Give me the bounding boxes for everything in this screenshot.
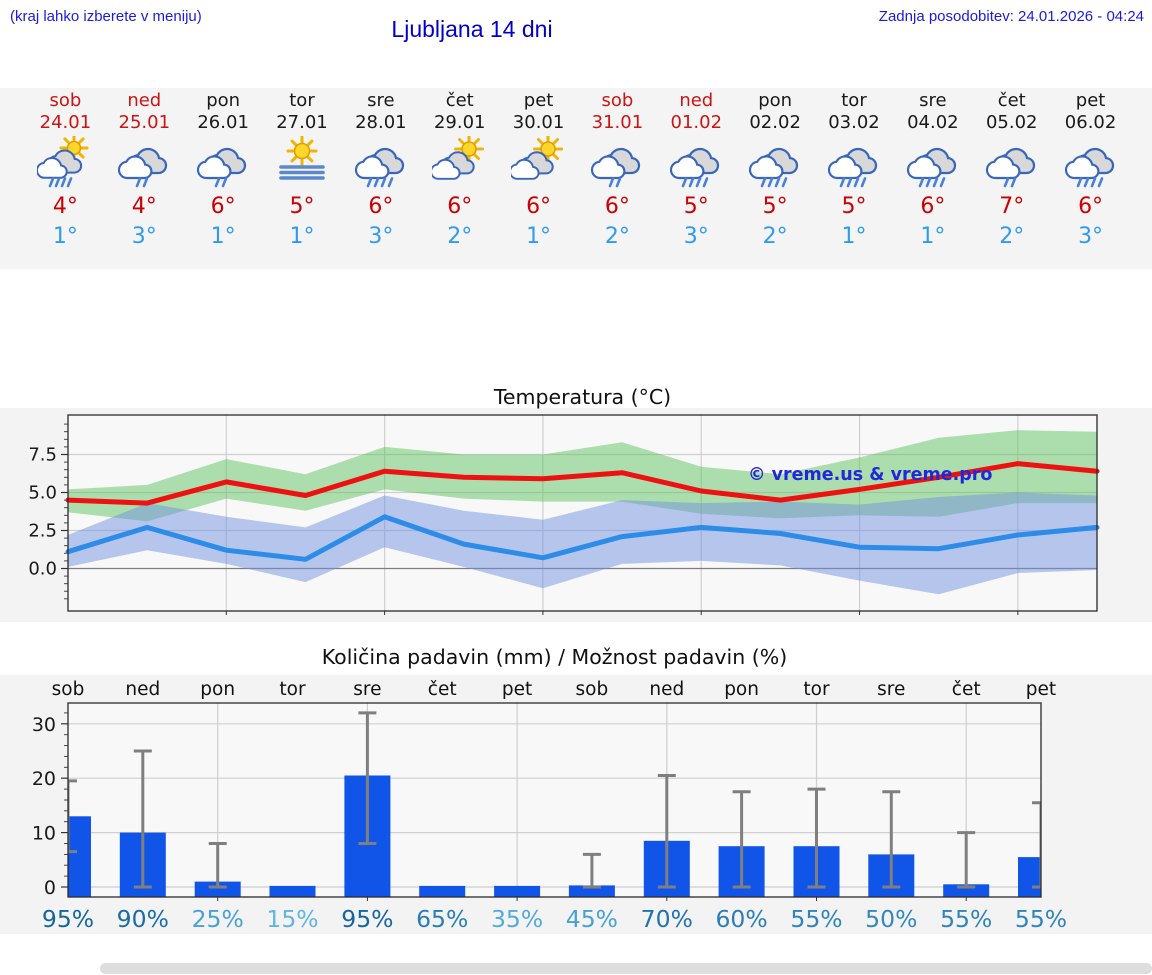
weather-cloud-rain-icon (905, 136, 961, 188)
day-date: 25.01 (118, 112, 171, 133)
day-date: 02.02 (749, 112, 801, 133)
chart-day-label: ned (125, 679, 161, 700)
weather-cloud-rain-light-icon (984, 136, 1040, 188)
day-date: 28.01 (355, 112, 407, 133)
max-temperature: 5° (289, 194, 315, 219)
watermark: © vreme.us & vreme.pro (748, 465, 993, 485)
chart-day-label: pon (200, 679, 236, 700)
min-temperature: 3° (131, 224, 157, 249)
max-temperature: 5° (683, 194, 709, 219)
weather-sun-cloud-rain-icon (37, 136, 93, 188)
day-column (341, 88, 420, 268)
weather-sun-cloud-icon (511, 136, 567, 188)
precip-bar (270, 886, 316, 897)
chart-day-label: sre (353, 679, 382, 700)
day-date: 26.01 (197, 112, 249, 133)
max-temperature: 6° (920, 194, 946, 219)
precip-probability: 55% (940, 905, 993, 933)
day-date: 01.02 (670, 112, 723, 133)
day-date: 27.01 (276, 112, 328, 133)
chart-day-label: tor (279, 679, 306, 700)
day-date: 24.01 (39, 112, 92, 133)
day-column (263, 88, 342, 268)
temp-ytick-label: 0.0 (28, 558, 57, 580)
weather-cloud-rain-light-icon (195, 136, 251, 188)
day-date: 03.02 (828, 112, 880, 133)
min-temperature: 2° (999, 224, 1025, 249)
precip-ytick-label: 10 (31, 822, 56, 845)
weather-cloud-rain-icon (826, 136, 882, 188)
day-column (736, 88, 815, 268)
weather-cloud-rain-icon (668, 136, 724, 188)
day-column (105, 88, 184, 268)
min-temperature: 1° (289, 224, 315, 249)
day-name: pon (206, 90, 241, 111)
day-name: sre (919, 90, 947, 111)
min-temperature: 1° (920, 224, 946, 249)
temperature-chart (0, 378, 1152, 622)
min-temperature: 2° (447, 224, 473, 249)
weather-sun-fog-icon (274, 136, 330, 188)
day-name: čet (445, 90, 474, 111)
precipitation-chart (0, 642, 1152, 934)
max-temperature: 6° (210, 194, 236, 219)
chart-day-label: pet (1025, 679, 1057, 700)
weather-cloud-rain-light-icon (589, 136, 645, 188)
min-temperature: 2° (604, 224, 630, 249)
last-update-label: Zadnja posodobitev: 24.01.2026 - 04:24 (878, 8, 1144, 25)
weather-cloud-rain-icon (353, 136, 409, 188)
max-temperature: 7° (999, 194, 1025, 219)
precip-probability: 15% (266, 905, 319, 933)
day-name: ned (127, 90, 162, 111)
day-date: 05.02 (985, 112, 1038, 133)
precip-ytick-label: 0 (43, 877, 56, 899)
day-column (578, 88, 657, 268)
chart-day-label: sre (877, 679, 906, 700)
weather-cloud-rain-icon (1063, 136, 1119, 188)
weather-cloud-rain-light-icon (116, 136, 172, 188)
day-date: 29.01 (433, 112, 486, 133)
weather-sun-cloud-icon (432, 136, 488, 188)
precip-bar (419, 886, 465, 897)
precip-probability: 60% (715, 905, 768, 933)
location-menu-hint: (kraj lahko izberete v meniju) (10, 8, 202, 25)
precip-ytick-label: 20 (31, 768, 56, 791)
min-temperature: 2° (762, 224, 788, 249)
day-column (1051, 88, 1130, 268)
chart-day-label: pon (724, 679, 759, 700)
precip-probability: 90% (116, 905, 169, 933)
chart-day-label: ned (649, 679, 685, 700)
day-date: 04.02 (907, 112, 959, 133)
max-temperature: 5° (841, 194, 867, 219)
min-temperature: 1° (52, 224, 78, 249)
horizontal-scrollbar-thumb[interactable] (100, 963, 1152, 974)
precip-ytick-label: 30 (31, 713, 56, 736)
day-name: pet (523, 90, 554, 111)
max-temperature: 6° (604, 194, 630, 219)
day-name: sre (367, 90, 395, 111)
min-temperature: 1° (210, 224, 236, 249)
precip-probability: 55% (790, 905, 843, 933)
temp-ytick-label: 2.5 (28, 520, 57, 542)
precip-probability: 25% (191, 905, 244, 933)
precip-probability: 65% (416, 905, 469, 933)
max-temperature: 4° (52, 194, 78, 219)
day-date: 06.02 (1064, 112, 1117, 133)
day-column (657, 88, 736, 268)
precip-probability: 45% (565, 905, 619, 933)
day-name: pet (1075, 90, 1106, 111)
chart-day-label: pet (501, 679, 533, 700)
min-temperature: 3° (683, 224, 709, 249)
precip-probability: 70% (640, 905, 693, 933)
min-temperature: 3° (368, 224, 394, 249)
precipitation-chart-title: Količina padavin (mm) / Možnost padavin (%) (321, 645, 788, 669)
min-temperature: 1° (526, 224, 552, 249)
max-temperature: 5° (762, 194, 788, 219)
day-name: pon (758, 90, 793, 111)
precip-probability: 35% (490, 905, 544, 933)
day-column (420, 88, 499, 268)
day-column (893, 88, 972, 268)
temp-ytick-label: 7.5 (28, 444, 57, 466)
day-date: 30.01 (512, 112, 565, 133)
day-name: tor (289, 90, 315, 111)
max-temperature: 4° (131, 194, 157, 219)
temperature-chart-title: Temperatura (°C) (493, 385, 672, 409)
max-temperature: 6° (526, 194, 552, 219)
page-title: Ljubljana 14 dni (391, 16, 553, 42)
chart-day-label: čet (427, 679, 457, 700)
chart-day-label: tor (803, 679, 830, 700)
day-column (815, 88, 894, 268)
max-temperature: 6° (447, 194, 473, 219)
day-column (499, 88, 578, 268)
precip-probability: 50% (865, 905, 918, 933)
precip-bar (494, 886, 540, 897)
precip-probability: 95% (341, 905, 394, 933)
min-temperature: 1° (841, 224, 867, 249)
precip-probability: 55% (1014, 905, 1068, 933)
max-temperature: 6° (1078, 194, 1104, 219)
min-temperature: 3° (1078, 224, 1104, 249)
chart-day-label: sob (575, 679, 609, 700)
forecast-strip (26, 88, 1130, 268)
day-column (26, 88, 105, 268)
chart-day-label: čet (951, 679, 981, 700)
temp-ytick-label: 5.0 (28, 482, 57, 504)
day-name: sob (49, 90, 82, 111)
weather-cloud-rain-icon (747, 136, 803, 188)
precip-probability: 95% (41, 905, 95, 933)
day-name: čet (997, 90, 1026, 111)
day-column (184, 88, 263, 268)
day-column (972, 88, 1051, 268)
day-date: 31.01 (591, 112, 644, 133)
day-name: tor (841, 90, 867, 111)
day-name: ned (679, 90, 714, 111)
day-name: sob (601, 90, 634, 111)
chart-day-label: sob (51, 679, 85, 700)
max-temperature: 6° (368, 194, 394, 219)
